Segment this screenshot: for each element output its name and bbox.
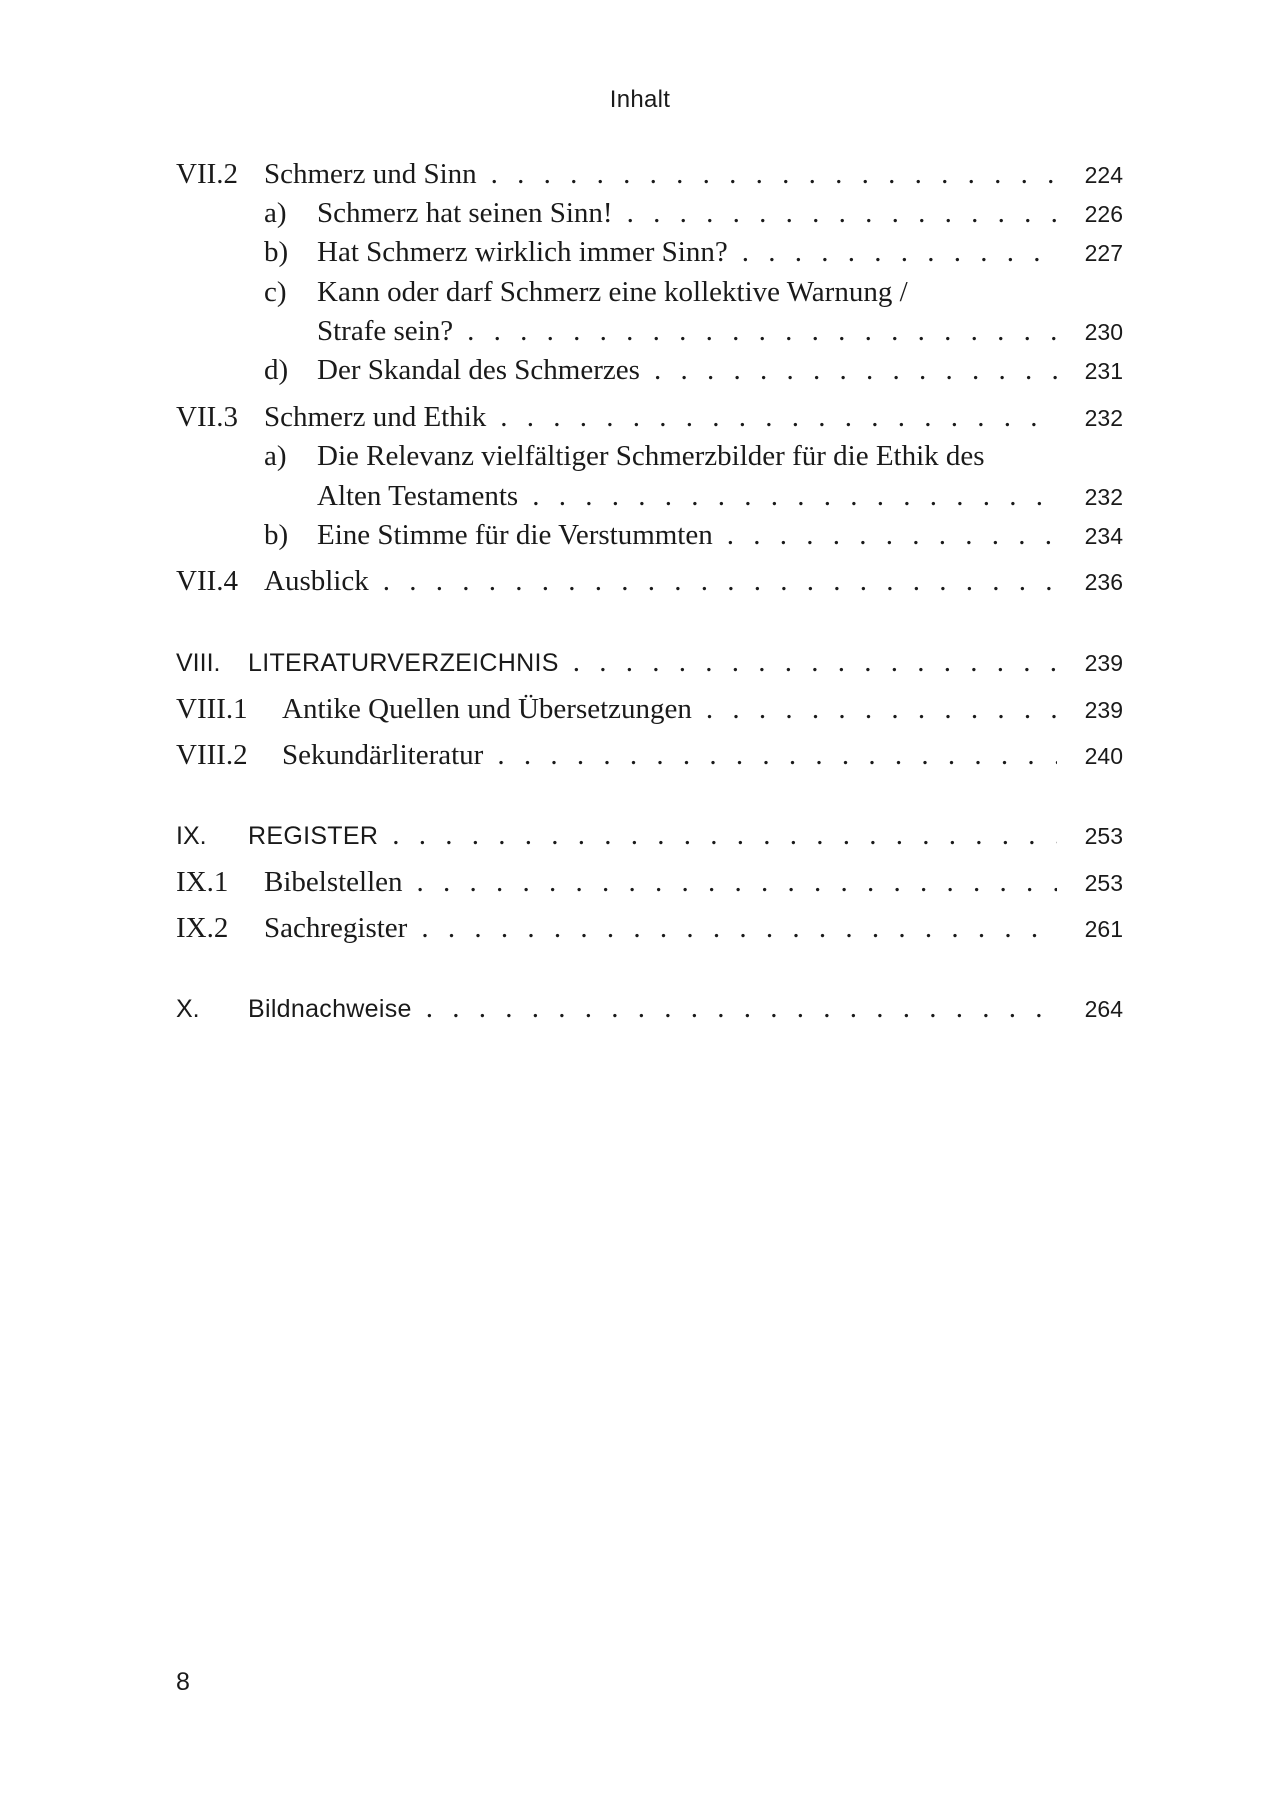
toc-entry-vii-3-b[interactable] (264, 521, 1123, 550)
dot-leader (483, 741, 1057, 770)
toc-entry-number: VII.2 (176, 158, 239, 190)
toc-entry-page: 236 (1084, 569, 1123, 595)
toc-entry-x[interactable] (176, 994, 1123, 1023)
toc-entry-viii-2[interactable] (176, 741, 1123, 770)
toc-entry-vii-2-d[interactable] (264, 356, 1123, 385)
toc-entry-ix-1[interactable] (176, 868, 1123, 897)
toc-entry-vii-2[interactable] (176, 160, 1123, 189)
toc-entry-vii-2-b[interactable] (264, 238, 1123, 267)
toc-entry-number: VII.4 (176, 565, 239, 597)
toc-entry-title: Sachregister (264, 912, 408, 944)
toc-entry-vii-3-a-continued[interactable] (317, 482, 1123, 511)
toc-entry-page: 232 (1084, 484, 1123, 510)
dot-leader (728, 238, 1057, 267)
toc-entry-title: LITERATURVERZEICHNIS (248, 649, 559, 677)
toc-entry-number: b) (264, 519, 289, 551)
toc-entry-page: 239 (1084, 650, 1123, 676)
toc-entry-viii-1[interactable] (176, 695, 1123, 724)
toc-entry-page: 231 (1084, 358, 1123, 384)
toc-entry-title: REGISTER (248, 822, 379, 850)
toc-entry-title: Hat Schmerz wirklich immer Sinn? (317, 236, 728, 268)
toc-entry-number: a) (264, 440, 287, 472)
toc-entry-number: X. (176, 995, 200, 1023)
dot-leader (403, 868, 1057, 897)
toc-entry-page: 232 (1084, 405, 1123, 431)
page-number: 8 (176, 1668, 190, 1696)
toc-entry-title: Antike Quellen und Übersetzungen (282, 693, 692, 725)
toc-entry-viii[interactable] (176, 648, 1123, 677)
toc-entry-ix-2[interactable] (176, 914, 1123, 943)
dot-leader (640, 356, 1057, 385)
running-head: Inhalt (609, 86, 671, 113)
toc-entry-title: Bildnachweise (248, 995, 412, 1023)
toc-entry-page: 226 (1084, 201, 1123, 227)
toc-entry-number: IX. (176, 822, 207, 850)
toc-entry-vii-2-c[interactable] (264, 278, 1123, 307)
toc-entry-page: 224 (1084, 162, 1123, 188)
toc-entry-number: IX.2 (176, 912, 229, 944)
toc-entry-ix[interactable] (176, 821, 1123, 850)
toc-entry-page: 261 (1084, 916, 1123, 942)
toc-entry-page: 253 (1084, 870, 1123, 896)
toc-entry-number: a) (264, 197, 287, 229)
toc-entry-page: 240 (1084, 743, 1123, 769)
dot-leader (407, 914, 1057, 943)
dot-leader (477, 160, 1057, 189)
toc-entry-title: Kann oder darf Schmerz eine kollektive Warnung / (317, 276, 908, 308)
dot-leader (559, 648, 1057, 677)
toc-entry-number: VIII. (176, 649, 221, 677)
toc-entry-number: c) (264, 276, 287, 308)
dot-leader (518, 482, 1057, 511)
toc-entry-title-continued: Alten Testaments (317, 480, 519, 512)
toc-entry-title: Sekundärliteratur (282, 739, 484, 771)
toc-entry-page: 230 (1084, 319, 1123, 345)
toc-entry-number: VIII.2 (176, 739, 248, 771)
toc-entry-vii-2-a[interactable] (264, 199, 1123, 228)
toc-entry-page: 264 (1084, 996, 1123, 1022)
toc-entry-number: b) (264, 236, 289, 268)
toc-entry-vii-2-c-continued[interactable] (317, 317, 1123, 346)
dot-leader (369, 567, 1057, 596)
toc-entry-number: d) (264, 354, 289, 386)
dot-leader (378, 821, 1057, 850)
dot-leader (713, 521, 1057, 550)
toc-entry-title: Schmerz hat seinen Sinn! (317, 197, 613, 229)
toc-entry-vii-3[interactable] (176, 403, 1123, 432)
toc-entry-title: Ausblick (264, 565, 369, 597)
toc-entry-page: 234 (1084, 523, 1123, 549)
dot-leader (692, 695, 1057, 724)
dot-leader (613, 199, 1057, 228)
toc-entry-title: Schmerz und Ethik (264, 401, 487, 433)
dot-leader (486, 403, 1057, 432)
toc-entry-title: Die Relevanz vielfältiger Schmerzbilder für die Ethik des (317, 440, 985, 472)
toc-entry-title: Bibelstellen (264, 866, 403, 898)
toc-entry-title: Der Skandal des Schmerzes (317, 354, 640, 386)
toc-entry-vii-3-a[interactable] (264, 442, 1123, 471)
toc-entry-title: Eine Stimme für die Verstummten (317, 519, 713, 551)
toc-entry-title-continued: Strafe sein? (317, 315, 454, 347)
toc-entry-page: 253 (1084, 823, 1123, 849)
toc-entry-vii-4[interactable] (176, 567, 1123, 596)
toc-entry-title: Schmerz und Sinn (264, 158, 477, 190)
toc-entry-page: 239 (1084, 697, 1123, 723)
toc-entry-number: VII.3 (176, 401, 239, 433)
toc-entry-number: IX.1 (176, 866, 229, 898)
dot-leader (412, 994, 1057, 1023)
toc-entry-page: 227 (1084, 240, 1123, 266)
toc-entry-number: VIII.1 (176, 693, 248, 725)
dot-leader (453, 317, 1057, 346)
